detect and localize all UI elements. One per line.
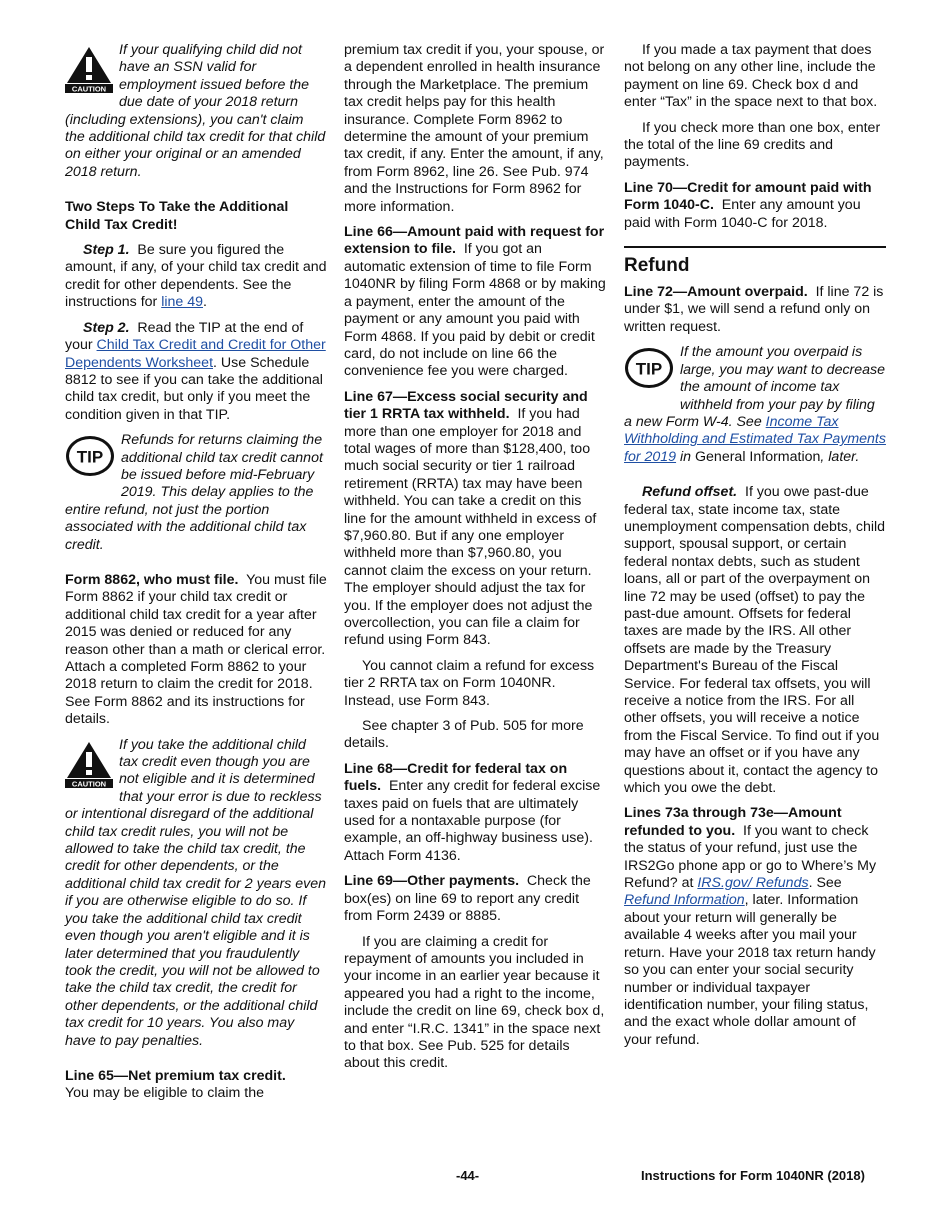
worksheet-link[interactable]: Child Tax Credit and Credit for Other Dependents Worksheet bbox=[65, 337, 326, 371]
column-left bbox=[65, 42, 327, 1111]
tip-note bbox=[65, 432, 327, 554]
line67-paragraph: Line 67—Excess social security and tier 1 RRTA tax withheld. If you had more than one employer for 2018 and total wages of more than $128,400, too much social security or tier 1 railroad retirement (RRTA) tax may have been withheld. You can take a credit on this line for the amount withheld in excess of $7,960.80. But if any one employer withheld more than $7,960.80, you cannot claim the excess on your return. The employer should adjust the tax for you. If the employer does not adjust the overcollection, you can file a claim for refund using Form 843. bbox=[344, 388, 597, 649]
tip-text-2: If the amount you overpaid is large, you may want to decrease the amount of income tax withheld from your pay by filing a new Form W-4. See bbox=[624, 344, 886, 430]
withholding-link[interactable]: Income Tax Withholding and Estimated Tax Payments for 2019 bbox=[624, 413, 886, 465]
refund-offset-label: Refund offset. bbox=[642, 484, 738, 501]
refund-offset-paragraph: Refund offset. If you owe past-due federal tax, state income tax, state unemployment compensation debts, child support, spousal support, or certain federal nontax debts, such as student loans, all or part of the overpayment on line 72 may be used (offset) to pay the past-due amount. Offsets for federal taxes are made by the IRS. All other offsets are made by the Treasury Department's Bureau of the Fiscal Service. For federal tax offsets, you will receive a notice from the IRS. For all other offsets, you will receive a notice from the Fiscal Service. To find out if you may have an offset or if you have any questions about it, contact the agency to which you owe the debt. bbox=[624, 484, 886, 797]
tip-icon bbox=[65, 435, 115, 482]
line72-paragraph: Line 72—Amount overpaid. If line 72 is under $1, we will send a refund only on written request. bbox=[624, 284, 884, 335]
column-right bbox=[624, 42, 886, 1057]
caution-icon bbox=[65, 740, 113, 793]
line70-paragraph: Line 70—Credit for amount paid with Form 1040-C. Enter any amount you paid with Form 1040-C for 2018. bbox=[624, 179, 872, 231]
line68-paragraph: Line 68—Credit for federal tax on fuels. Enter any credit for federal excise taxes paid on fuels that are ultimately used for a nontaxable purpose (for example, an off-highway business use). Attach Form 4136. bbox=[344, 760, 601, 864]
section-divider bbox=[624, 246, 886, 248]
caution-label: CAUTION bbox=[71, 779, 107, 788]
caution-text-2: If you take the additional child tax credit even though you are not eligible and it is determined that your error is due to reckless or intentional disregard of the additional child tax credit rules, you will not be allowed to take the child tax credit, the credit for other dependents, or the additional child tax credit for 2 years even if you are otherwise eligible to do so. If you take the additional child tax credit even though you aren't eligible and it is later determined that you fraudulently took the credit, you will not be allowed to take the child tax credit, the credit for other dependents, or the additional child tax credit for 10 years. You also may have to pay penalties. bbox=[65, 736, 327, 1049]
line70-heading: Line 70—Credit for amount paid with Form 1040-C. bbox=[624, 179, 872, 214]
caution-note-2 bbox=[65, 737, 327, 1050]
two-steps-heading: Two Steps To Take the Additional Child Tax Credit! bbox=[65, 199, 289, 233]
line73-heading: Lines 73a through 73e—Amount refunded to you. bbox=[624, 805, 842, 839]
line69-paragraph-2: If you are claiming a credit for repayment of amounts you included in your income in an earlier year because it appeared you had a right to the income, include the credit on line 69, check box d, and enter “I.R.C. 1341” in the space next to that box. See Pub. 525 for details about this credit. bbox=[344, 933, 605, 1072]
line49-link[interactable]: line 49 bbox=[161, 294, 204, 311]
column-middle bbox=[344, 42, 606, 1081]
refund-information-link[interactable]: Refund Information bbox=[624, 892, 745, 909]
refund-heading: Refund bbox=[624, 255, 690, 277]
tip-label: TIP bbox=[76, 447, 104, 467]
page-number: -44- bbox=[456, 1168, 480, 1183]
form8862-paragraph: Form 8862, who must file. You must file Form 8862 if your child tax credit or additional child tax credit for a year after 2015 was denied or reduced for any reason other than a math or clerical error. Attach a completed Form 8862 to your 2018 return to claim the credit for 2018. See Form 8862 and its instructions for details. bbox=[65, 571, 327, 728]
line66-paragraph: Line 66—Amount paid with request for extension to file. If you got an automatic extension of time to file Form 1040NR by filing Form 4868 or by making a payment, enter the amount of the payment or any amount you paid with Form 4868. If you paid by debit or credit card, do not include on line 66 the convenience fee you were charged. bbox=[344, 224, 606, 380]
multiple-box-paragraph: If you check more than one box, enter the total of the line 69 credits and payments. bbox=[624, 119, 881, 171]
line67-paragraph-2: You cannot claim a refund for excess tier 2 RRTA tax on Form 1040NR. Instead, use Form 843. bbox=[344, 657, 595, 709]
caution-label: CAUTION bbox=[71, 84, 107, 93]
step1-paragraph: Step 1. Be sure you figured the amount, if any, of your child tax credit and credit for other dependents. See the instructions for line 49. bbox=[65, 242, 327, 311]
tip-note-2: TIP If the amount you overpaid is large, you may want to decrease the amount of income tax withheld from your pay by filing a new Form W-4. See Income Tax Withholding and Estimated Tax Payments for 2019 in General Information, later. bbox=[624, 344, 886, 465]
tip-label: TIP bbox=[635, 359, 663, 379]
line68-heading: Line 68—Credit for federal tax on fuels. bbox=[344, 760, 568, 795]
step2-paragraph: Step 2. Read the TIP at the end of your Child Tax Credit and Credit for Other Dependents Worksheet. Use Schedule 8812 to see if you can take the additional child tax credit, but only if you meet the condition given in that TIP. bbox=[65, 319, 326, 423]
irs-refunds-link[interactable]: IRS.gov/ Refunds bbox=[697, 875, 809, 892]
line72-heading: Line 72—Amount overpaid. bbox=[624, 284, 808, 301]
caution-note bbox=[65, 42, 327, 181]
line73-paragraph: Lines 73a through 73e—Amount refunded to you. If you want to check the status of your refund, just use the IRS2Go phone app or go to Where’s My Refund? at IRS.gov/ Refunds. See Refund Information, later. Information about your return will generally be available 4 weeks after you mail your return. Have your 2018 tax return handy so you can enter your social security number or individual taxpayer identification number, your filing status, and the exact whole dollar amount of your refund. bbox=[624, 805, 877, 1048]
caution-text: If your qualifying child did not have an SSN valid for employment issued before the due date of your 2018 return (including extensions), you can't claim the additional child tax credit for that child on either your original or an amended 2018 return. bbox=[65, 42, 326, 180]
step1-label: Step 1. bbox=[83, 242, 130, 259]
line65-paragraph: Line 65—Net premium tax credit. You may be eligible to claim the bbox=[65, 1067, 286, 1102]
line69-heading: Line 69—Other payments. bbox=[344, 873, 520, 890]
form8862-heading: Form 8862, who must file. bbox=[65, 571, 239, 588]
tip-icon bbox=[624, 347, 674, 394]
tip-text: Refunds for returns claiming the additional child tax credit cannot be issued before mid-February 2019. This delay applies to the entire refund, not just the portion associated with the additional child tax credit. bbox=[65, 432, 323, 553]
line65-continued: premium tax credit if you, your spouse, or a dependent enrolled in health insurance through the Marketplace. The premium tax credit helps pay for this health insurance. Complete Form 8962 to determine the amount of your premium tax credit, if any. Enter the amount, if any, from Form 8962, line 26. See Pub. 974 and the Instructions for Form 8962 for more information. bbox=[344, 42, 605, 215]
line67-heading: Line 67—Excess social security and tier 1 RRTA tax withheld. bbox=[344, 388, 588, 423]
line66-heading: Line 66—Amount paid with request for extension to file. bbox=[344, 224, 605, 258]
other-payment-paragraph: If you made a tax payment that does not belong on any other line, include the payment on line 69. Check box d and enter “Tax” in the space next to that box. bbox=[624, 42, 878, 111]
step2-text: Read the TIP at the end of your bbox=[65, 319, 304, 354]
line69-paragraph: Line 69—Other payments. Check the box(es) on line 69 to report any credit from Form 2439 or 8885. bbox=[344, 873, 591, 925]
caution-icon bbox=[65, 45, 113, 98]
step2-label: Step 2. bbox=[83, 319, 130, 336]
line65-heading: Line 65—Net premium tax credit. bbox=[65, 1067, 286, 1084]
step1-text: Be sure you figured the amount, if any, of your child tax credit and credit for other dependents. See the instructions for bbox=[65, 242, 327, 311]
line67-paragraph-3: See chapter 3 of Pub. 505 for more details. bbox=[344, 718, 584, 752]
footer-title: Instructions for Form 1040NR (2018) bbox=[641, 1168, 865, 1183]
